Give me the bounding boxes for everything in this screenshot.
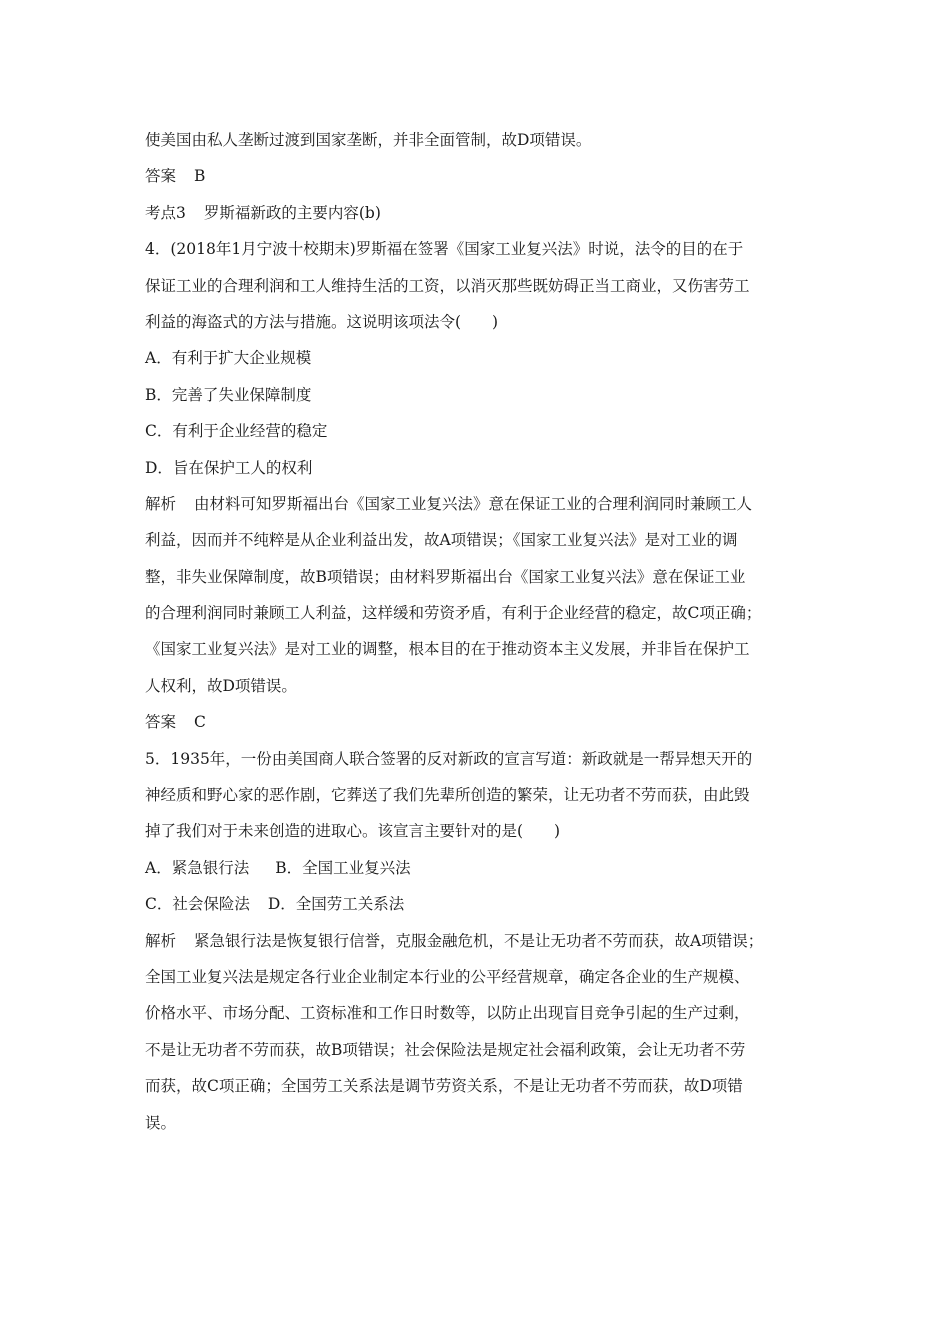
text-line: 使美国由私人垄断过渡到国家垄断，并非全面管制，故D项错误。 <box>145 131 592 149</box>
option-b: B．全国工业复兴法 <box>275 858 411 877</box>
analysis-line: 的合理利润同时兼顾工人利益，这样缓和劳资矛盾，有利于企业经营的稳定，故C项正确； <box>145 604 762 623</box>
analysis-line: 而获，故C项正确；全国劳工关系法是调节劳资关系，不是让无功者不劳而获，故D项错 <box>145 1077 743 1096</box>
option-a: A．紧急银行法 <box>145 858 250 877</box>
question-stem-line: 5．1935年，一份由美国商人联合签署的反对新政的宣言写道：新政就是一帮异想天开的 <box>145 749 753 768</box>
analysis-line: 全国工业复兴法是规定各行业企业制定本行业的公平经营规章，确定各企业的生产规模、 <box>145 967 750 986</box>
answer-label: 答案 <box>145 167 177 186</box>
options-row <box>145 886 815 922</box>
analysis-line: 不是让无功者不劳而获，故B项错误；社会保险法是规定社会福利政策，会让无功者不劳 <box>145 1040 746 1059</box>
option-c: C．有利于企业经营的稳定 <box>145 422 328 441</box>
question-stem-line: 保证工业的合理利润和工人维持生活的工资，以消灭那些既妨碍正当工商业，又伤害劳工 <box>145 276 750 295</box>
answer-line <box>145 704 815 740</box>
question-5 <box>145 741 815 1141</box>
question-stem-line: 掉了我们对于未来创造的进取心。该宣言主要针对的是( ) <box>145 822 561 841</box>
analysis-line <box>145 486 815 522</box>
analysis-label: 解析 <box>145 931 177 950</box>
document-body <box>145 122 815 1141</box>
answer-label: 答案 <box>145 713 177 732</box>
answer-value: C <box>194 713 206 732</box>
topic-heading <box>145 195 815 231</box>
analysis-line: 人权利，故D项错误。 <box>145 676 297 695</box>
analysis-line: 整，非失业保障制度，故B项错误；由材料罗斯福出台《国家工业复兴法》意在保证工业 <box>145 567 746 586</box>
analysis-line: 《国家工业复兴法》是对工业的调整，根本目的在于推动资本主义发展，并非旨在保护工 <box>145 640 750 659</box>
question-4 <box>145 231 815 740</box>
option-d: D．全国劳工关系法 <box>267 895 405 914</box>
analysis-text: 紧急银行法是恢复银行信誉，克服金融危机，不是让无功者不劳而获，故A项错误； <box>194 931 764 950</box>
topic-title: 罗斯福新政的主要内容(b) <box>203 203 381 222</box>
option-d: D．旨在保护工人的权利 <box>145 458 313 477</box>
analysis-line <box>145 923 815 959</box>
analysis-text: 由材料可知罗斯福出台《国家工业复兴法》意在保证工业的合理利润同时兼顾工人 <box>194 494 753 513</box>
answer-value: B <box>194 167 206 186</box>
question-stem-line: 4．(2018年1月宁波十校期末)罗斯福在签署《国家工业复兴法》时说，法令的目的在于 <box>145 240 744 259</box>
options-row <box>145 850 815 886</box>
question-stem-line: 利益的海盗式的方法与措施。这说明该项法令( ) <box>145 312 499 331</box>
analysis-label: 解析 <box>145 494 177 513</box>
analysis-line: 价格水平、市场分配、工资标准和工作日时数等，以防止出现盲目竞争引起的生产过剩， <box>145 1004 750 1023</box>
answer-line <box>145 158 815 194</box>
analysis-line: 利益，因而并不纯粹是从企业利益出发，故A项错误；《国家工业复兴法》是对工业的调 <box>145 531 738 550</box>
option-a: A．有利于扩大企业规模 <box>145 349 312 368</box>
analysis-line: 误。 <box>145 1113 177 1132</box>
option-c: C．社会保险法 <box>145 895 250 914</box>
topic-label: 考点3 <box>145 203 186 222</box>
question-stem-line: 神经质和野心家的恶作剧，它葬送了我们先辈所创造的繁荣，让无功者不劳而获，由此毁 <box>145 786 750 805</box>
option-b: B．完善了失业保障制度 <box>145 385 312 404</box>
